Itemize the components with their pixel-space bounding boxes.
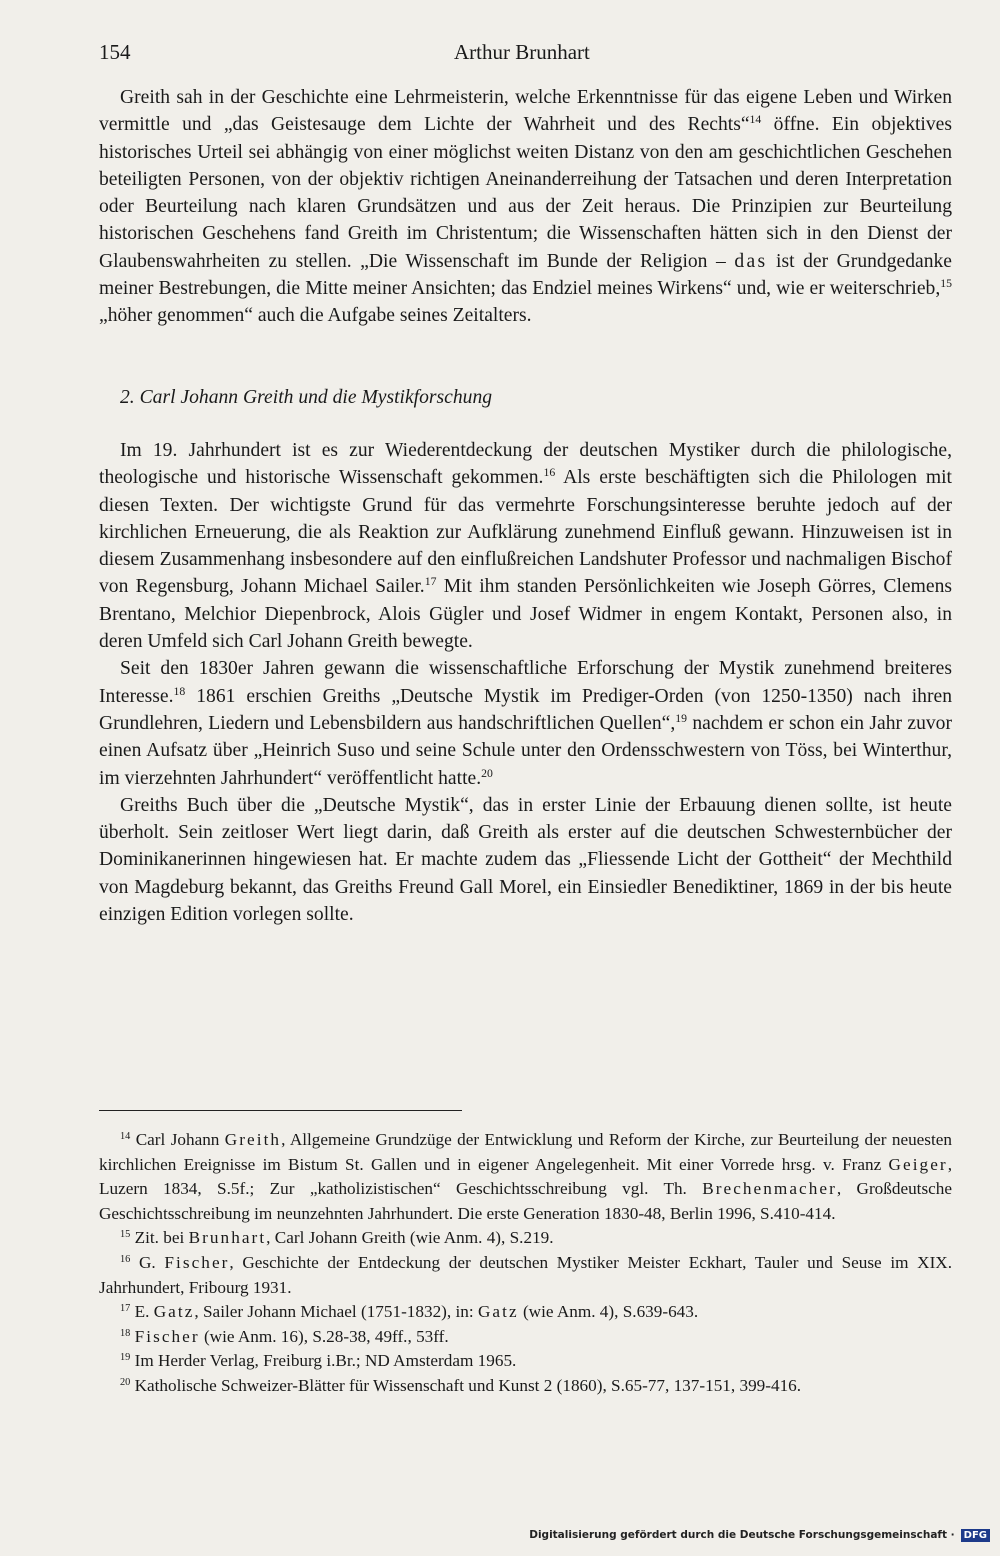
footnote: $^{20}$ Katholische Schweizer-Blätter für Wissenschaft und Kunst 2 (1860), S.65-77, 137-151, 399-416. <box>120 1375 802 1395</box>
footnote-ref[interactable]: 17 <box>424 575 437 589</box>
paragraph: Seit den 1830er Jahren gewann die wissenschaftliche Erforschung der Mystik zunehmend breiteres Interesse.$^{18}$ 1861 erschien Greiths „Deutsche Mystik im Prediger-Orden (von 1250-1350) nach ihren Grundlehren, Liedern und Lebensbildern aus handschriftlichen Quellen“,$^{19}$ nachdem er schon ein Jahr zuvor einen Aufsatz über „Heinrich Suso und seine Schule unter den Ordensschwestern von Töss, bei Winterthur, im vierzehnten Jahrhundert“ veröffentlicht hatte.$^{20}$ <box>99 658 952 789</box>
credit-text: Digitalisierung gefördert durch die Deutsche Forschungsgemeinschaft · <box>529 1529 955 1541</box>
digitization-credit <box>529 1526 990 1544</box>
footnote: $^{18}$ Fischer (wie Anm. 16), S.28-38, 49ff., 53ff. <box>120 1326 449 1346</box>
footnote-ref[interactable]: 20 <box>481 766 493 780</box>
body-text <box>99 84 952 928</box>
footnote-divider <box>99 1110 462 1111</box>
footnote: $^{16}$ G. Fischer, Geschichte der Entdeckung der deutschen Mystiker Meister Eckhart, Tauler und Seuse im XIX. Jahrhundert, Fribourg 1931. <box>99 1252 952 1297</box>
paragraph: Greith sah in der Geschichte eine Lehrmeisterin, welche Erkenntnisse für das eigene Leben und Wirken vermittle und „das Geistesauge dem Lichte der Wahrheit und des Rechts“$^{14}$ öffne. Ein objektives historisches Urteil sei abhängig von einer möglichst weiten Distanz von den am geschichtlichen Geschehen beteiligten Personen, von der objektiv richtigen Aneinanderreihung der Tatsachen und deren Interpretation oder Beurteilung nach klaren Grundsätzen und aus der Zeit heraus. Die Prinzipien zur Beurteilung historischen Geschehens fand Greith im Christentum; die Wissenschaften hätten sich in den Dienst der Glaubenswahrheiten zu stellen. „Die Wissenschaft im Bunde der Religion – das ist der Grundgedanke meiner Bestrebungen, die Mitte meiner Ansichten; das Endziel meines Wirkens“ und, wie er weiterschrieb,$^{15}$ „höher genommen“ auch die Aufgabe seines Zeitalters. <box>99 87 952 327</box>
footnote: $^{17}$ E. Gatz, Sailer Johann Michael (1751-1832), in: Gatz (wie Anm. 4), S.639-643. <box>120 1302 699 1322</box>
section-heading: 2. Carl Johann Greith und die Mystikforschung <box>120 386 493 408</box>
footnote-ref[interactable]: 15 <box>940 277 952 291</box>
footnote-ref[interactable]: 14 <box>749 113 762 127</box>
footnote-ref[interactable]: 18 <box>173 684 186 698</box>
footnotes <box>99 1128 952 1399</box>
dfg-logo: DFG <box>961 1529 990 1542</box>
footnote-ref[interactable]: 16 <box>543 466 556 480</box>
footnote: $^{14}$ Carl Johann Greith, Allgemeine Grundzüge der Entwicklung und Reform der Kirche, zur Beurteilung der neuesten kirchlichen Ereignisse im Bistum St. Gallen und in eigener Angelegenheit. Mit einer Vorrede hrsg. v. Franz Geiger, Luzern 1834, S.5f.; Zur „katholizistischen“ Geschichtsschreibung vgl. Th. Brechenmacher, Großdeutsche Geschichtsschreibung im neunzehnten Jahrhundert. Die erste Generation 1830-48, Berlin 1996, S.410-414. <box>99 1130 952 1223</box>
page-header <box>99 40 949 70</box>
paragraph: Im 19. Jahrhundert ist es zur Wiederentdeckung der deutschen Mystiker durch die philologische, theologische und historische Wissenschaft gekommen.$^{16}$ Als erste beschäftigten sich die Philologen mit diesen Texten. Der wichtigste Grund für das vermehrte Forschungsinteresse beruhte jedoch auf der kirchlichen Erneuerung, die als Reaktion zur Aufklärung zunehmend Einfluß gewann. Hinzuweisen ist in diesem Zusammenhang insbesondere auf den einflußreichen Landshuter Professor und nachmaligen Bischof von Regensburg, Johann Michael Sailer.$^{17}$ Mit ihm standen Persönlichkeiten wie Joseph Görres, Clemens Brentano, Melchior Diepenbrock, Alois Gügler und Josef Widmer in engem Kontakt, Personen also, in deren Umfeld sich Carl Johann Greith bewegte. <box>99 439 953 653</box>
paragraph: Greiths Buch über die „Deutsche Mystik“, das in erster Linie der Erbauung dienen sollte, ist heute überholt. Sein zeitloser Wert liegt darin, daß Greith als erster auf die deutschen Schwesternbücher der Dominikanerinnen hingewiesen hat. Er machte zudem das „Fliessende Licht der Gottheit“ der Mechthild von Magdeburg bekannt, das Greiths Freund Gall Morel, ein Einsiedler Benediktiner, 1869 in der bis heute einzigen Edition vorlegen sollte. <box>99 794 952 926</box>
footnote: $^{19}$ Im Herder Verlag, Freiburg i.Br.; ND Amsterdam 1965. <box>120 1351 517 1371</box>
page-number: 154 <box>99 40 131 64</box>
footnote: $^{15}$ Zit. bei Brunhart, Carl Johann Greith (wie Anm. 4), S.219. <box>120 1228 554 1248</box>
running-head: Arthur Brunhart <box>454 40 590 64</box>
footnote-ref[interactable]: 19 <box>675 711 687 725</box>
